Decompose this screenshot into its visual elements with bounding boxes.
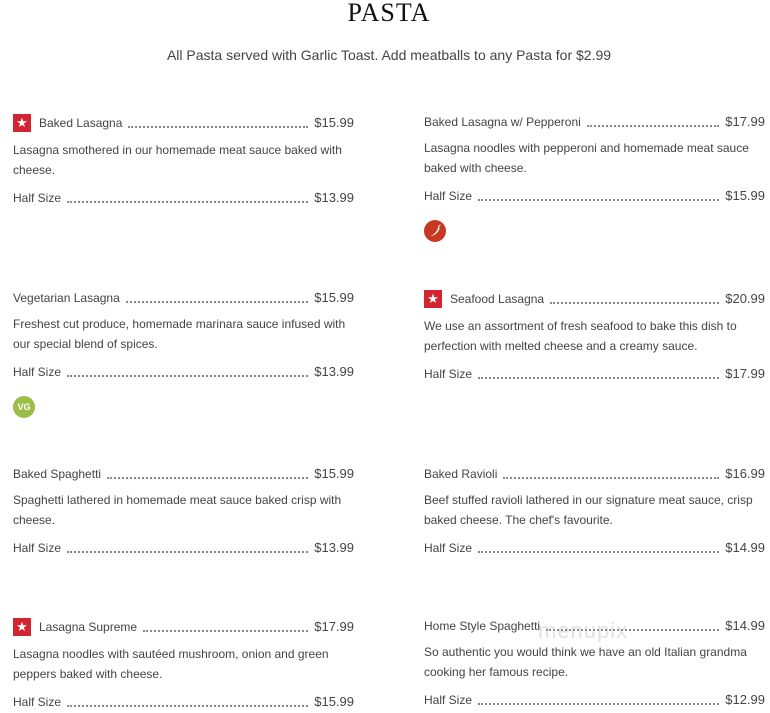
half-size-label: Half Size: [13, 695, 62, 709]
item-name: Baked Lasagna w/ Pepperoni: [424, 115, 581, 129]
watermark: menupix: [538, 618, 629, 643]
item-description: Freshest cut produce, homemade marinara sauce infused with our special blend of spices.: [13, 317, 346, 351]
item-description: Spaghetti lathered in homemade meat sauce baked crisp with cheese.: [13, 493, 342, 527]
dot-leader: [128, 126, 308, 128]
half-size-price: $13.99: [314, 190, 354, 205]
half-size-row: [424, 188, 765, 204]
half-size-label: Half Size: [424, 367, 473, 381]
spicy-pepper-icon: [424, 220, 446, 242]
half-size-label: Half Size: [424, 541, 473, 555]
dot-leader: [107, 477, 308, 479]
half-size-row: [13, 190, 354, 206]
item-price: $17.99: [314, 619, 354, 634]
item-description: So authentic you would think we have an old Italian grandma cooking her famous recipe.: [424, 645, 747, 679]
dot-leader: [478, 703, 719, 705]
half-size-price: $14.99: [725, 540, 765, 555]
half-size-row: [424, 540, 765, 556]
dot-leader: [550, 302, 719, 304]
item-name: Baked Spaghetti: [13, 467, 102, 481]
item-description: We use an assortment of fresh seafood to bake this dish to perfection with melted cheese and a creamy sauce.: [424, 319, 737, 353]
vegetarian-icon: VG: [13, 396, 35, 418]
item-name: Home Style Spaghetti: [424, 619, 541, 633]
dot-leader: [478, 551, 719, 553]
dot-leader: [478, 377, 719, 379]
half-size-row: [13, 364, 354, 380]
menu-item-baked-spaghetti: [13, 466, 354, 556]
half-size-label: Half Size: [424, 693, 473, 707]
featured-star-icon: ★: [13, 618, 31, 636]
item-price: $17.99: [725, 114, 765, 129]
dot-leader: [67, 201, 308, 203]
item-price: $16.99: [725, 466, 765, 481]
dot-leader: [587, 125, 719, 127]
item-name: Lasagna Supreme: [39, 620, 138, 634]
item-price: $20.99: [725, 291, 765, 306]
menu-item-baked-lasagna: [13, 114, 354, 206]
dot-leader: [67, 551, 308, 553]
item-price: $15.99: [314, 290, 354, 305]
dot-leader: [67, 705, 308, 707]
half-size-label: Half Size: [13, 191, 62, 205]
dot-leader: [67, 375, 308, 377]
page-title: PASTA: [347, 0, 431, 27]
half-size-row: [13, 540, 354, 556]
dot-leader: [143, 630, 308, 632]
featured-star-icon: ★: [424, 290, 442, 308]
half-size-label: Half Size: [13, 365, 62, 379]
featured-star-icon: ★: [13, 114, 31, 132]
half-size-price: $17.99: [725, 366, 765, 381]
item-price: $15.99: [314, 115, 354, 130]
menu-item-seafood-lasagna: [424, 290, 765, 382]
dot-leader: [126, 301, 308, 303]
menu-item-vegetarian-lasagna: [13, 290, 354, 418]
half-size-price: $13.99: [314, 540, 354, 555]
dot-leader: [503, 477, 719, 479]
item-description: Beef stuffed ravioli lathered in our signature meat sauce, crisp baked cheese. The chef's favourite.: [424, 493, 753, 527]
half-size-label: Half Size: [424, 189, 473, 203]
half-size-row: [424, 692, 765, 708]
item-description: Lasagna noodles with sautéed mushroom, onion and green peppers baked with cheese.: [13, 647, 329, 681]
half-size-price: $12.99: [725, 692, 765, 707]
item-price: $15.99: [314, 466, 354, 481]
menu-item-lasagna-supreme: [13, 618, 354, 710]
item-description: Lasagna smothered in our homemade meat sauce baked with cheese.: [13, 143, 342, 177]
menu-item-baked-lasagna-pepperoni: [424, 114, 765, 242]
item-name: Seafood Lasagna: [450, 292, 545, 306]
half-size-row: [424, 366, 765, 382]
menu-item-baked-ravioli: [424, 466, 765, 556]
half-size-price: $15.99: [314, 694, 354, 709]
item-name: Vegetarian Lasagna: [13, 291, 120, 305]
dot-leader: [478, 199, 719, 201]
item-price: $14.99: [725, 618, 765, 633]
item-description: Lasagna noodles with pepperoni and homemade meat sauce baked with cheese.: [424, 141, 749, 175]
half-size-row: [13, 694, 354, 710]
half-size-price: $13.99: [314, 364, 354, 379]
half-size-label: Half Size: [13, 541, 62, 555]
item-name: Baked Lasagna: [39, 116, 123, 130]
page-subtitle: All Pasta served with Garlic Toast. Add meatballs to any Pasta for $2.99: [166, 47, 612, 63]
item-name: Baked Ravioli: [424, 467, 498, 481]
half-size-price: $15.99: [725, 188, 765, 203]
